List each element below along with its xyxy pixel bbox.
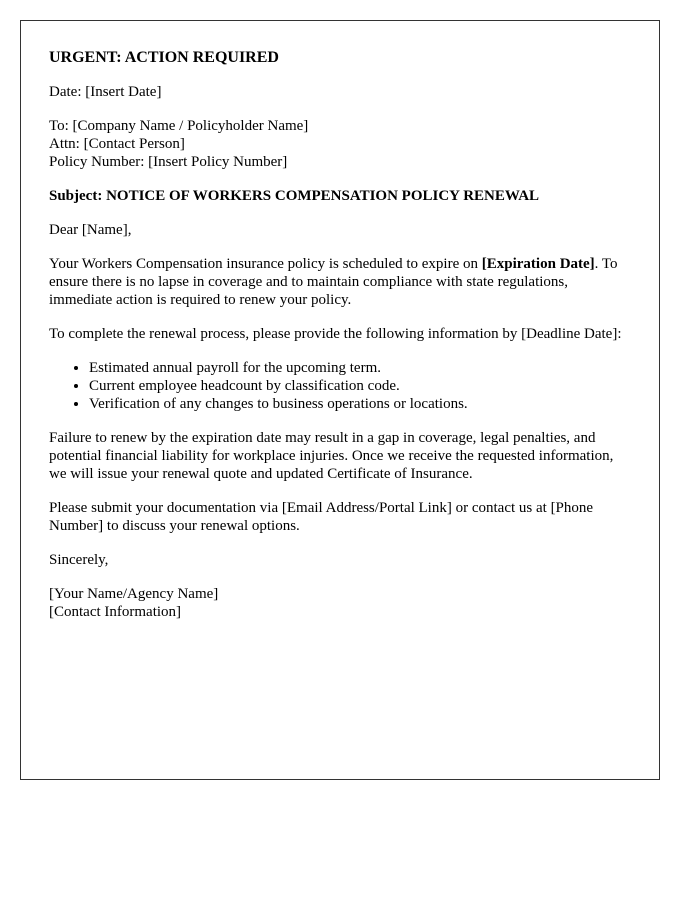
salutation: Dear [Name], — [49, 222, 132, 238]
subject-line — [49, 187, 631, 205]
list-item: • Current employee headcount by classification code. — [89, 377, 631, 395]
policy-number: Policy Number: [Insert Policy Number] — [49, 154, 288, 170]
list-item: • Estimated annual payroll for the upcoming term. — [89, 359, 631, 377]
paragraph-expiration-start: Your Workers Compensation insurance policy is scheduled to expire on — [49, 256, 482, 272]
subject-text: NOTICE OF WORKERS COMPENSATION POLICY RENEWAL — [106, 188, 540, 204]
paragraph-expiration — [49, 255, 631, 309]
requirements-list — [49, 359, 631, 413]
letter-page — [20, 20, 660, 780]
recipient-block — [49, 117, 631, 171]
subject-label: Subject: — [49, 188, 103, 204]
paragraph-consequences: Failure to renew by the expiration date may result in a gap in coverage, legal penalties, and potential financial liability for workplace injuries. Once we receive the requested information, we will issue your renewal quote and updated Certificate of Insurance. — [49, 430, 614, 482]
paragraph-expiration-end: . To ensure there is no lapse in coverage and to maintain compliance with state regulations, immediate action is required to renew your policy. — [49, 256, 618, 308]
signature-name: [Your Name/Agency Name] — [49, 586, 219, 602]
letter-date: Date: [Insert Date] — [49, 84, 162, 100]
letter-heading: URGENT: ACTION REQUIRED — [49, 49, 279, 66]
signature-block — [49, 585, 631, 621]
paragraph-submission: Please submit your documentation via [Email Address/Portal Link] or contact us at [Phone Number] to discuss your renewal options. — [49, 500, 594, 534]
paragraph-requirements-intro: To complete the renewal process, please provide the following information by [Deadline Date]: — [49, 326, 622, 342]
closing: Sincerely, — [49, 552, 109, 568]
recipient-attn: Attn: [Contact Person] — [49, 136, 185, 152]
signature-contact: [Contact Information] — [49, 604, 182, 620]
list-item: • Verification of any changes to business operations or locations. — [89, 395, 631, 413]
expiration-date-placeholder: [Expiration Date] — [481, 256, 595, 272]
recipient-to: To: [Company Name / Policyholder Name] — [49, 118, 309, 134]
